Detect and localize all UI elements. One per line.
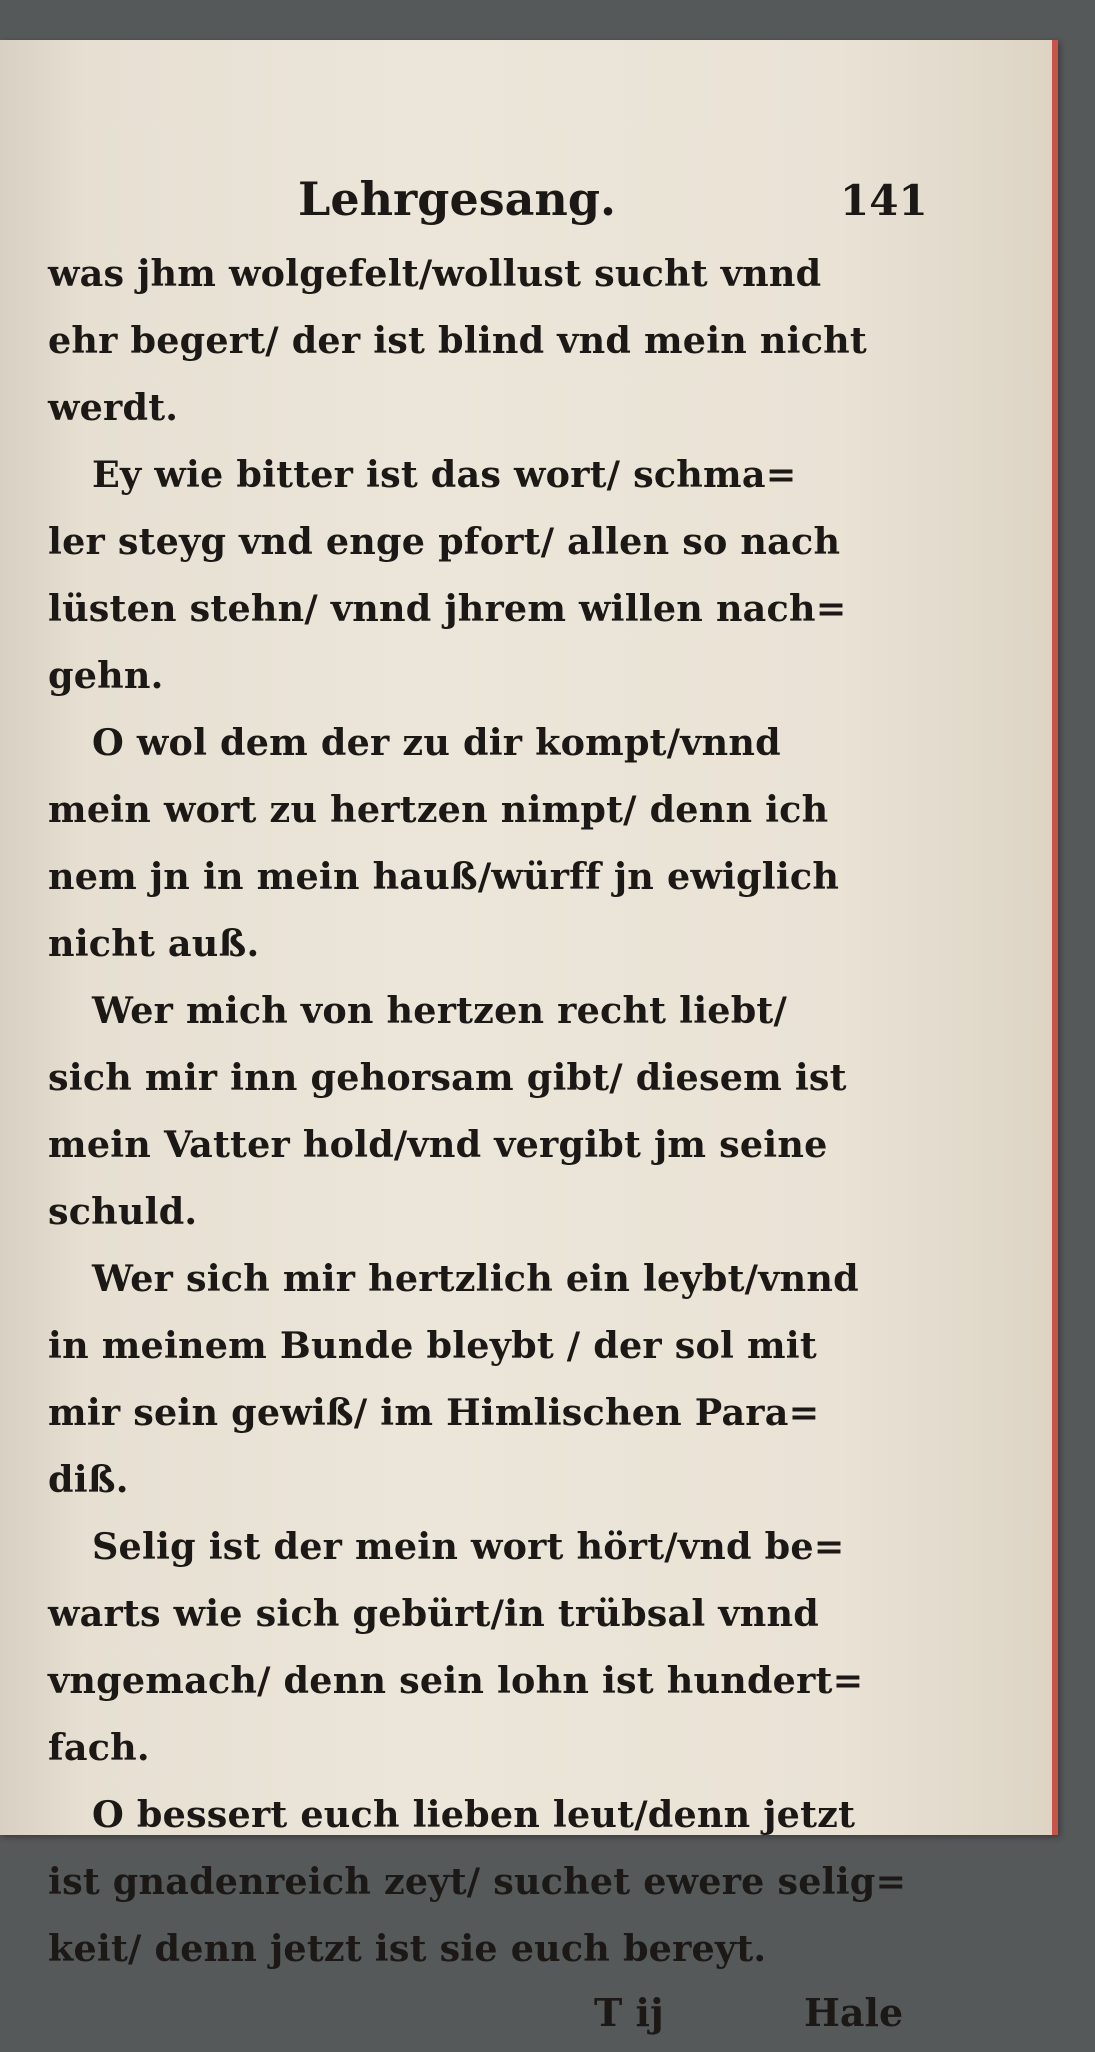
stanza-1 [48, 240, 928, 441]
text-line: warts wie sich gebürt/in trübsal vnnd [48, 1592, 819, 1635]
stanza-5 [48, 1245, 928, 1513]
text-line: vngemach/ denn sein lohn ist hundert= [48, 1659, 864, 1702]
stanza-6 [48, 1513, 928, 1781]
text-line: mein wort zu hertzen nimpt/ denn ich [48, 788, 829, 831]
text-line: ist gnadenreich zeyt/ suchet ewere selig= [48, 1860, 907, 1903]
text-line: O bessert euch lieben leut/denn jetzt [92, 1793, 856, 1836]
text-line: nem jn in mein hauß/würff jn ewiglich [48, 855, 840, 898]
page-number: 141 [840, 176, 928, 225]
text-line: diß. [48, 1458, 129, 1501]
text-line: mir sein gewiß/ im Himlischen Para= [48, 1391, 820, 1434]
text-line: schuld. [48, 1190, 198, 1233]
text-line: Selig ist der mein wort hört/vnd be= [92, 1525, 845, 1568]
catchword: Hale [804, 1990, 904, 2035]
signature-mark: T ij [594, 1990, 664, 2035]
stanza-2 [48, 441, 928, 709]
text-line: keit/ denn jetzt ist sie euch bereyt. [48, 1927, 767, 1970]
book-page [0, 40, 1058, 2035]
text-line: O wol dem der zu dir kompt/vnnd [92, 721, 781, 764]
text-line: fach. [48, 1726, 150, 1769]
text-line: in meinem Bunde bleybt / der sol mit [48, 1324, 817, 1367]
page-text-block [48, 158, 928, 2052]
text-line: lüsten stehn/ vnnd jhrem willen nach= [48, 587, 847, 630]
text-line: ler steyg vnd enge pfort/ allen so nach [48, 520, 841, 563]
text-line: Wer sich mir hertzlich ein leybt/vnnd [92, 1257, 859, 1300]
stanza-7 [48, 1781, 928, 1982]
running-head-title: Lehrgesang. [298, 172, 617, 226]
text-line: was jhm wolgefelt/wollust sucht vnnd [48, 252, 822, 295]
text-line: Wer mich von hertzen recht liebt/ [92, 989, 788, 1032]
text-line: gehn. [48, 654, 164, 697]
running-head [48, 158, 928, 240]
text-line: Ey wie bitter ist das wort/ schma= [92, 453, 797, 496]
text-line: werdt. [48, 386, 179, 429]
text-line: sich mir inn gehorsam gibt/ diesem ist [48, 1056, 847, 1099]
page-footer [48, 1982, 928, 2052]
text-line: mein Vatter hold/vnd vergibt jm seine [48, 1123, 828, 1166]
text-line: ehr begert/ der ist blind vnd mein nicht [48, 319, 867, 362]
text-line: nicht auß. [48, 922, 260, 965]
stanza-3 [48, 709, 928, 977]
stanza-4 [48, 977, 928, 1245]
